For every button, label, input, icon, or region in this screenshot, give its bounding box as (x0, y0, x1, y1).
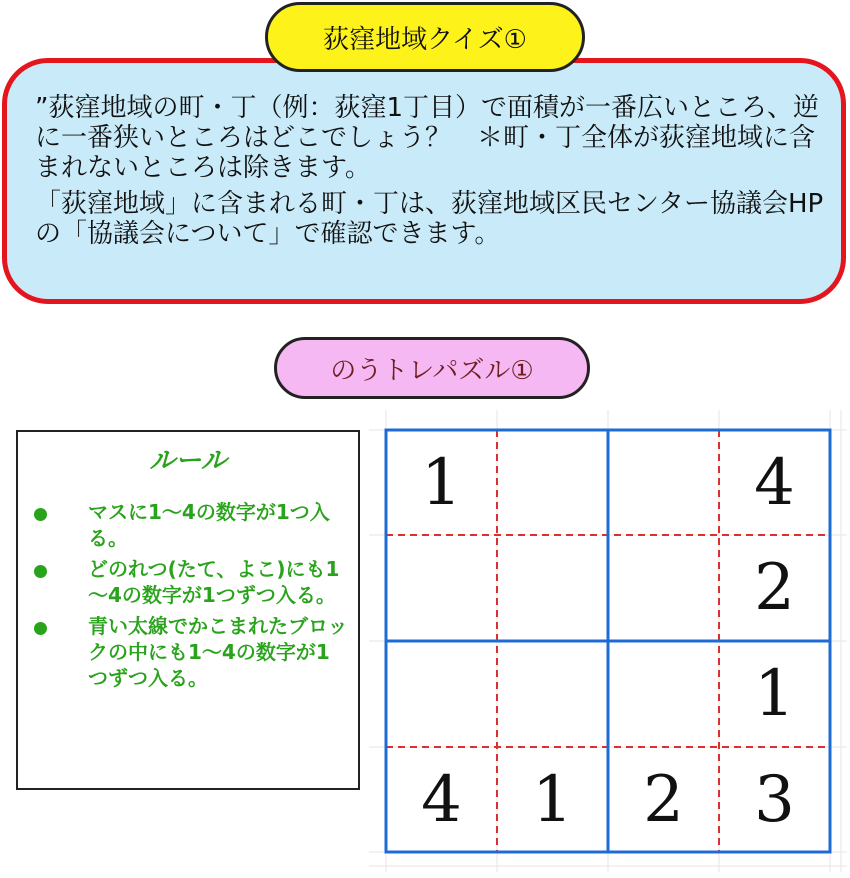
bullet-icon (34, 508, 47, 521)
grid-cell[interactable] (608, 641, 719, 747)
rule-item (18, 556, 358, 608)
grid-cell[interactable]: 3 (754, 763, 795, 837)
grid-cell[interactable]: 1 (421, 446, 462, 520)
grid-cell[interactable] (386, 641, 497, 747)
quiz-paragraph-1: ”荻窪地域の町・丁（例：荻窪1丁目）で面積が一番広いところ、逆に一番狭いところはどこでしょう？ ＊町・丁全体が荻窪地域に含まれないところは除きます。 (35, 93, 820, 183)
rule-list (18, 499, 358, 691)
grid-cell[interactable]: 4 (754, 446, 795, 520)
bullet-icon (34, 622, 47, 635)
quiz-text (35, 93, 825, 249)
grid-cell[interactable] (608, 535, 719, 641)
grid-cell[interactable] (497, 535, 608, 641)
grid-cell[interactable] (497, 430, 608, 536)
rule-item (18, 499, 358, 551)
puzzle-grid (369, 410, 847, 872)
bullet-icon (34, 565, 47, 578)
rule-text: マスに1～4の数字が1つ入る。 (88, 500, 330, 550)
rule-item (18, 613, 358, 691)
quiz-box (2, 58, 846, 304)
grid-cell[interactable] (608, 430, 719, 536)
grid-cell[interactable] (386, 535, 497, 641)
quiz-title: 荻窪地域クイズ① (265, 2, 585, 72)
grid-cell[interactable] (497, 641, 608, 747)
grid-cell[interactable]: 1 (532, 763, 573, 837)
rule-box (16, 430, 360, 790)
grid-cell[interactable]: 2 (754, 551, 795, 625)
puzzle-title: のうトレパズル① (274, 337, 590, 399)
rule-text: どのれつ(たて、よこ)にも1～4の数字が1つずつ入る。 (88, 557, 340, 607)
rule-title: ルール (149, 446, 227, 476)
grid-cell[interactable]: 2 (643, 763, 684, 837)
grid-cell[interactable]: 4 (421, 763, 462, 837)
quiz-paragraph-2: 「荻窪地域」に含まれる町・丁は、荻窪地域区民センター協議会HPの「協議会について」で確認できます。 (35, 189, 824, 249)
grid-cell[interactable]: 1 (754, 657, 795, 731)
rule-text: 青い太線でかこまれたブロックの中にも1～4の数字が1つずつ入る。 (88, 614, 348, 690)
